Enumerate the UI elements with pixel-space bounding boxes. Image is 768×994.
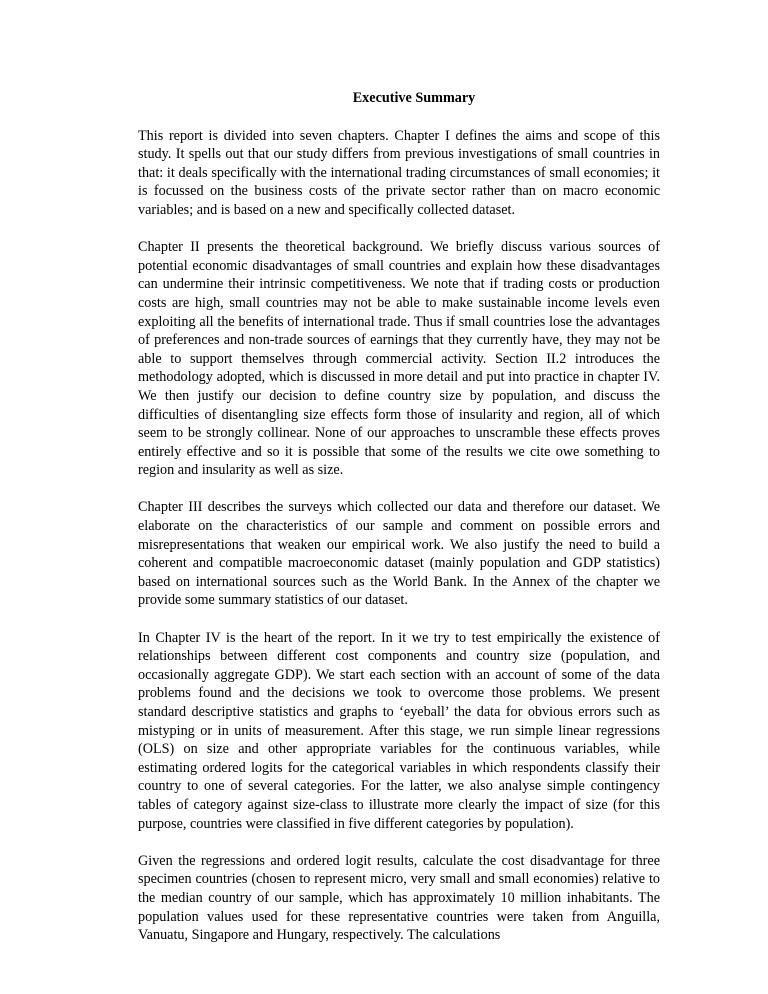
paragraph-chapter-overview: This report is divided into seven chapters. Chapter I defines the aims and scope of this study. It spells out that our study differs from previous investigations of small countries in that: it deals specifically with the international trading circumstances of small economies; it is focussed on the business costs of the private sector rather than on macro economic variables; and is based on a new and specifically collected dataset. (138, 127, 660, 218)
paragraph-cost-disadvantage: Given the regressions and ordered logit results, calculate the cost disadvantage for three specimen countries (chosen to represent micro, very small and small economies) relative to the median country of our sample, which has approximately 10 million inhabitants. The population values used for these representative countries were taken from Anguilla, Vanuatu, Singapore and Hungary, respectively. The calculations (138, 852, 660, 944)
page-title: Executive Summary (352, 90, 476, 106)
document-body (138, 89, 660, 963)
paragraph-chapter-three: Chapter III describes the surveys which collected our data and therefore our dataset. We elaborate on the characteristics of our sample and comment on possible errors and misrepresentations that weaken our empirical work. We also justify the need to build a coherent and compatible macroeconomic dataset (mainly population and GDP statistics) based on international sources such as the World Bank. In the Annex of the chapter we provide some summary statistics of our dataset. (138, 499, 660, 609)
paragraph-chapter-two: Chapter II presents the theoretical background. We briefly discuss various sources of potential economic disadvantages of small countries and explain how these disadvantages can undermine their intrinsic competitiveness. We note that if trading costs or production costs are high, small countries may not be able to make sustainable income levels even exploiting all the benefits of international trade. Thus if small countries lose the advantages of preferences and non-trade sources of earnings that they currently have, they may not be able to support themselves through commercial activity. Section II.2 introduces the methodology adopted, which is discussed in more detail and put into practice in chapter IV. We then justify our decision to define country size by population, and discuss the difficulties of disentangling size effects form those of insularity and region, all of which seem to be strongly collinear. None of our approaches to unscramble these effects proves entirely effective and so it is possible that some of the results we cite owe something to region and insularity as well as size. (138, 239, 660, 479)
paragraph-chapter-four: In Chapter IV is the heart of the report. In it we try to test empirically the existence of relationships between different cost components and country size (population, and occasionally aggregate GDP). We start each section with an account of some of the data problems found and the decisions we took to overcome those problems. We present standard descriptive statistics and graphs to ‘eyeball’ the data for obvious errors such as mistyping or in units of measurement. After this stage, we run simple linear regressions (OLS) on size and other appropriate variables for the continuous variables, while estimating ordered logits for the categorical variables in which respondents classify their country to one of several categories. For the latter, we also analyse simple contingency tables of category against size-class to illustrate more clearly the impact of size (for this purpose, countries were classified in five different categories by population). (138, 629, 660, 832)
